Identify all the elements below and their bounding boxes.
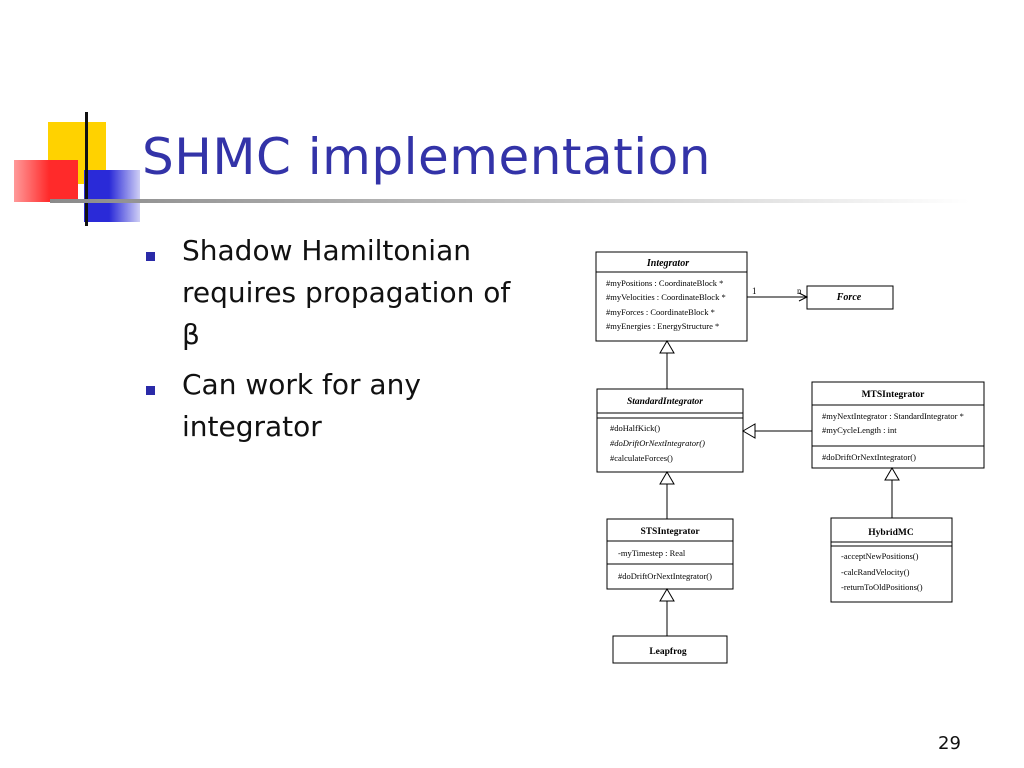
inheritance-arrow [885,468,899,480]
hybrid-mc-method: -acceptNewPositions() [841,551,919,561]
standard-integrator-method: #calculateForces() [610,453,673,463]
bullet-text: Can work for any integrator [182,368,421,443]
integrator-attribute: #myPositions : CoordinateBlock * [606,278,724,288]
sts-integrator-method: #doDriftOrNextIntegrator() [618,571,712,581]
integrator-attribute: #myVelocities : CoordinateBlock * [606,292,726,302]
mts-integrator-method: #doDriftOrNextIntegrator() [822,452,916,462]
mts-integrator-name: MTSIntegrator [861,390,925,400]
integrator-name: Integrator [646,258,690,269]
page-number: 29 [938,733,961,754]
inheritance-arrow [660,589,674,601]
hybrid-mc-method: -calcRandVelocity() [841,567,910,577]
hybrid-mc-name: HybridMC [868,528,914,538]
bullet-text: Shadow Hamiltonian requires propagation of β [182,234,511,351]
slide-title: SHMC implementation [142,128,711,186]
inheritance-arrow [743,424,755,438]
standard-integrator-name: StandardIntegrator [626,397,704,407]
leapfrog-name: Leapfrog [649,647,687,657]
force-name: Force [836,292,862,303]
integrator-attribute: #myEnergies : EnergyStructure * [606,321,720,331]
standard-integrator-method: #doDriftOrNextIntegrator() [610,438,705,448]
mts-integrator-attribute: #myNextIntegrator : StandardIntegrator * [822,411,964,421]
mts-integrator-attribute: #myCycleLength : int [822,425,897,435]
inheritance-arrow [660,472,674,484]
integrator-attribute: #myForces : CoordinateBlock * [606,307,715,317]
multiplicity-one: 1 [752,286,757,296]
sts-integrator-name: STSIntegrator [640,527,700,537]
standard-integrator-method: #doHalfKick() [610,423,661,433]
hybrid-mc-method: -returnToOldPositions() [841,582,923,592]
multiplicity-n: n [797,286,802,296]
sts-integrator-attribute: -myTimestep : Real [618,548,686,558]
inheritance-arrow [660,341,674,353]
